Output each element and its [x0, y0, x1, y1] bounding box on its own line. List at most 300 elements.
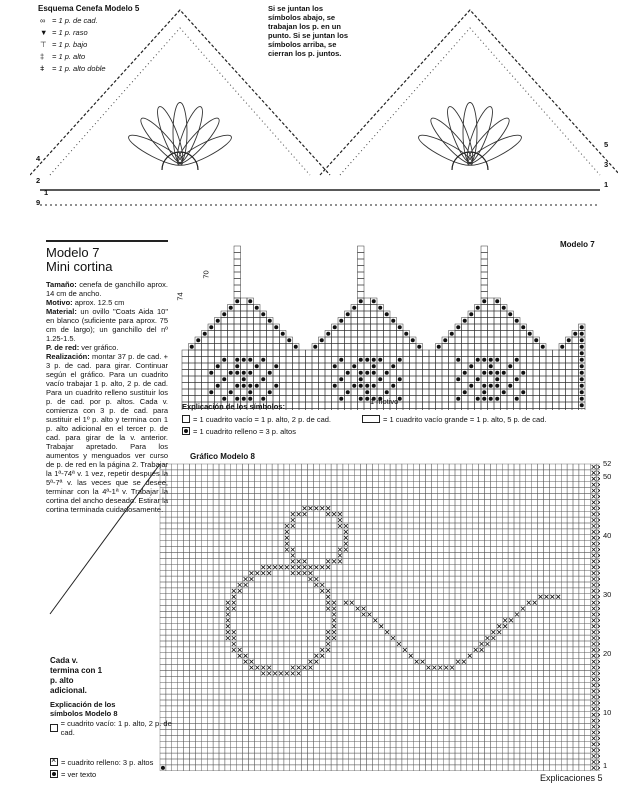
grid-cell: [461, 511, 467, 517]
grid-cell: [514, 676, 520, 682]
grid-cell: [555, 535, 561, 541]
grid-cell: [361, 617, 367, 623]
grid-cell: [337, 612, 343, 618]
grid-cell: [272, 541, 278, 547]
grid-cell: [579, 564, 585, 570]
grid-cell: [219, 641, 225, 647]
grid-cell: [254, 564, 260, 570]
grid-cell: [555, 653, 561, 659]
grid-cell: [573, 647, 579, 653]
grid-cell: [549, 659, 555, 665]
grid-cell: [364, 363, 371, 370]
grid-cell: [231, 570, 237, 576]
grid-cell: [201, 564, 207, 570]
grid-cell: [237, 529, 243, 535]
grid-cell: [190, 547, 196, 553]
grid-cell: [225, 499, 231, 505]
instruction-paragraph: Motivo: aprox. 12.5 cm: [46, 298, 125, 307]
grid-cell: [319, 682, 325, 688]
grid-cell: [178, 671, 184, 677]
grid-cell: [367, 535, 373, 541]
grid-cell: [331, 517, 337, 523]
grid-cell: [349, 541, 355, 547]
grid-cell: [351, 311, 358, 318]
grid-cell: [184, 505, 190, 511]
grid-cell: [190, 576, 196, 582]
grid-cell: [308, 653, 314, 659]
grid-cell: [555, 576, 561, 582]
filled-square-icon: [456, 377, 460, 381]
grid-cell: [403, 409, 410, 411]
grid-cell: [190, 553, 196, 559]
grid-cell: [549, 499, 555, 505]
grid-cell: [267, 383, 274, 390]
grid-cell: [573, 547, 579, 553]
grid-cell: [546, 383, 553, 390]
grid-cell: [166, 535, 172, 541]
grid-cell: [546, 357, 553, 364]
grid-cell: [372, 594, 378, 600]
grid-cell: [443, 488, 449, 494]
grid-cell: [467, 617, 473, 623]
grid-cell: [455, 344, 462, 351]
grid-cell: [479, 629, 485, 635]
grid-cell: [219, 635, 225, 641]
grid-cell: [254, 488, 260, 494]
grid-cell: [502, 476, 508, 482]
grid-cell: [508, 564, 514, 570]
grid-cell: [213, 665, 219, 671]
grid-cell: [561, 529, 567, 535]
grid-cell: [219, 558, 225, 564]
grid-cell: [508, 665, 514, 671]
grid-cell: [225, 523, 231, 529]
grid-cell: [431, 541, 437, 547]
grid-cell: [431, 517, 437, 523]
grid-cell: [237, 594, 243, 600]
grid-cell: [408, 671, 414, 677]
grid-cell: [308, 482, 314, 488]
grid-cell: [302, 476, 308, 482]
grid-cell: [237, 470, 243, 476]
grid-cell: [555, 547, 561, 553]
grid-cell: [514, 629, 520, 635]
grid-cell: [520, 564, 526, 570]
grid-cell: [479, 570, 485, 576]
grid-cell: [343, 464, 349, 470]
grid-cell: [403, 363, 410, 370]
grid-cell: [349, 676, 355, 682]
grid-cell: [396, 488, 402, 494]
grid-cell: [306, 402, 313, 409]
grid-cell: [325, 694, 331, 700]
grid-cell: [361, 665, 367, 671]
grid-cell: [532, 635, 538, 641]
grid-cell: [426, 529, 432, 535]
grid-cell: [225, 558, 231, 564]
grid-cell: [437, 588, 443, 594]
grid-cell: [532, 564, 538, 570]
grid-cell: [290, 541, 296, 547]
grid-cell: [532, 612, 538, 618]
grid-cell: [544, 511, 550, 517]
grid-cell: [396, 517, 402, 523]
grid-cell: [420, 676, 426, 682]
grid-cell: [579, 617, 585, 623]
grid-cell: [527, 383, 534, 390]
grid-cell: [378, 553, 384, 559]
grid-cell: [544, 700, 550, 706]
row-number: 74: [175, 292, 185, 301]
grid-cell: [201, 606, 207, 612]
grid-cell: [538, 588, 544, 594]
grid-cell: [479, 576, 485, 582]
grid-cell: [485, 653, 491, 659]
grid-cell: [364, 324, 371, 331]
filled-square-icon: [521, 371, 525, 375]
grid-cell: [343, 488, 349, 494]
grid-cell: [237, 700, 243, 706]
grid-cell: [355, 570, 361, 576]
grid-cell: [260, 682, 266, 688]
grid-cell: [266, 482, 272, 488]
grid-cell: [473, 499, 479, 505]
grid-cell: [249, 635, 255, 641]
grid-cell: [278, 511, 284, 517]
grid-cell: [573, 535, 579, 541]
grid-cell: [502, 464, 508, 470]
petal-shape: [416, 130, 476, 170]
grid-cell: [402, 529, 408, 535]
grid-cell: [502, 523, 508, 529]
grid-cell: [442, 357, 449, 364]
grid-cell: [367, 647, 373, 653]
filled-square-icon: [209, 371, 213, 375]
grid-cell: [266, 623, 272, 629]
grid-cell: [296, 529, 302, 535]
grid-cell: [272, 665, 278, 671]
grid-cell: [449, 647, 455, 653]
grid-cell: [544, 612, 550, 618]
grid-cell: [361, 647, 367, 653]
filled-square-icon: [495, 384, 499, 388]
grid-cell: [272, 505, 278, 511]
grid-cell: [437, 553, 443, 559]
grid-cell: [225, 665, 231, 671]
grid-cell: [272, 635, 278, 641]
grid-cell: [237, 688, 243, 694]
grid-cell: [508, 488, 514, 494]
grid-cell: [533, 389, 540, 396]
grid-cell: [437, 676, 443, 682]
grid-cell: [414, 700, 420, 706]
grid-cell: [234, 279, 241, 286]
grid-cell: [184, 659, 190, 665]
grid-cell: [234, 272, 241, 279]
grid-cell: [378, 688, 384, 694]
grid-cell: [237, 535, 243, 541]
grid-cell: [237, 570, 243, 576]
grid-cell: [201, 676, 207, 682]
grid-cell: [426, 494, 432, 500]
grid-cell: [526, 629, 532, 635]
grid-cell: [390, 523, 396, 529]
grid-cell: [485, 541, 491, 547]
grid-cell: [532, 623, 538, 629]
grid-cell: [243, 505, 249, 511]
grid-cell: [213, 558, 219, 564]
grid-cell: [538, 464, 544, 470]
grid-cell: [254, 617, 260, 623]
grid-cell: [358, 292, 365, 299]
grid-cell: [219, 553, 225, 559]
grid-cell: [544, 641, 550, 647]
grid-cell: [479, 600, 485, 606]
grid-cell: [278, 553, 284, 559]
grid-cell: [490, 600, 496, 606]
grid-cell: [313, 511, 319, 517]
grid-cell: [207, 600, 213, 606]
grid-cell: [367, 635, 373, 641]
grid-cell: [249, 476, 255, 482]
grid-cell: [201, 505, 207, 511]
grid-cell: [561, 665, 567, 671]
grid-cell: [231, 529, 237, 535]
grid-cell: [437, 517, 443, 523]
grid-cell: [378, 488, 384, 494]
grid-cell: [436, 350, 443, 357]
grid-cell: [414, 476, 420, 482]
grid-cell: [559, 370, 566, 377]
grid-cell: [514, 671, 520, 677]
grid-cell: [231, 494, 237, 500]
grid-cell: [567, 635, 573, 641]
grid-cell: [479, 671, 485, 677]
grid-cell: [473, 541, 479, 547]
grid-cell: [308, 647, 314, 653]
grid-cell: [485, 558, 491, 564]
grid-cell: [378, 606, 384, 612]
grid-cell: [520, 344, 527, 351]
grid-cell: [231, 653, 237, 659]
grid-cell: [337, 600, 343, 606]
grid-cell: [390, 464, 396, 470]
grid-cell: [349, 494, 355, 500]
grid-cell: [514, 641, 520, 647]
grid-cell: [243, 482, 249, 488]
grid-cell: [302, 694, 308, 700]
grid-cell: [566, 396, 573, 403]
grid-cell: [343, 499, 349, 505]
grid-cell: [538, 511, 544, 517]
grid-cell: [182, 363, 189, 370]
filled-square-icon: [372, 371, 376, 375]
grid-cell: [290, 499, 296, 505]
grid-cell: [237, 676, 243, 682]
grid-cell: [485, 700, 491, 706]
grid-cell: [308, 623, 314, 629]
grid-cell: [234, 285, 241, 292]
grid-cell: [572, 370, 579, 377]
grid-cell: [160, 600, 166, 606]
grid-cell: [408, 676, 414, 682]
grid-cell: [467, 517, 473, 523]
grid-cell: [178, 600, 184, 606]
grid-cell: [160, 535, 166, 541]
grid-cell: [249, 653, 255, 659]
grid-cell: [172, 671, 178, 677]
grid-cell: [485, 494, 491, 500]
grid-cell: [260, 499, 266, 505]
grid-cell: [514, 541, 520, 547]
grid-cell: [426, 635, 432, 641]
grid-cell: [377, 370, 384, 377]
grid-cell: [254, 318, 261, 325]
grid-cell: [585, 676, 591, 682]
grid-cell: [231, 517, 237, 523]
grid-cell: [284, 653, 290, 659]
grid-cell: [221, 383, 228, 390]
grid-cell: [479, 470, 485, 476]
grid-cell: [555, 694, 561, 700]
grid-cell: [247, 376, 254, 383]
grid-cell: [266, 582, 272, 588]
grid-cell: [585, 688, 591, 694]
grid-cell: [502, 558, 508, 564]
grid-cell: [553, 370, 560, 377]
filled-square-icon: [495, 299, 499, 303]
grid-cell: [184, 470, 190, 476]
grid-cell: [461, 641, 467, 647]
grid-cell: [249, 588, 255, 594]
grid-cell: [555, 529, 561, 535]
grid-cell: [377, 383, 384, 390]
grid-cell: [420, 635, 426, 641]
grid-cell: [319, 629, 325, 635]
grid-cell: [219, 529, 225, 535]
grid-cell: [449, 564, 455, 570]
grid-cell: [384, 600, 390, 606]
grid-cell: [213, 612, 219, 618]
grid-cell: [402, 682, 408, 688]
grid-cell: [272, 529, 278, 535]
grid-cell: [296, 594, 302, 600]
grid-cell: [337, 629, 343, 635]
grid-cell: [278, 676, 284, 682]
grid-cell: [549, 676, 555, 682]
grid-cell: [284, 635, 290, 641]
grid-cell: [414, 688, 420, 694]
grid-cell: [490, 612, 496, 618]
grid-cell: [473, 470, 479, 476]
grid-cell: [443, 511, 449, 517]
grid-cell: [166, 635, 172, 641]
grid-cell: [361, 582, 367, 588]
grid-cell: [414, 576, 420, 582]
grid-cell: [526, 511, 532, 517]
grid-cell: [533, 357, 540, 364]
grid-cell: [260, 688, 266, 694]
grid-cell: [514, 505, 520, 511]
grid-cell: [479, 606, 485, 612]
grid-cell: [337, 623, 343, 629]
grid-cell: [267, 350, 274, 357]
grid-cell: [384, 612, 390, 618]
grid-cell: [449, 659, 455, 665]
grid-cell: [573, 523, 579, 529]
grid-cell: [501, 363, 508, 370]
grid-cell: [266, 476, 272, 482]
grid-cell: [273, 389, 280, 396]
grid-cell: [337, 564, 343, 570]
grid-cell: [467, 570, 473, 576]
grid-cell: [260, 606, 266, 612]
grid-cell: [364, 376, 371, 383]
grid-cell: [278, 688, 284, 694]
grid-cell: [219, 523, 225, 529]
grid-cell: [172, 676, 178, 682]
grid-cell: [567, 488, 573, 494]
grid-cell: [296, 682, 302, 688]
grid-cell: [332, 337, 339, 344]
grid-cell: [266, 517, 272, 523]
grid-cell: [473, 523, 479, 529]
grid-cell: [378, 600, 384, 606]
grid-cell: [272, 570, 278, 576]
grid-cell: [358, 246, 365, 253]
grid-cell: [431, 688, 437, 694]
grid-cell: [396, 523, 402, 529]
grid-cell: [266, 653, 272, 659]
grid-cell: [284, 612, 290, 618]
grid-cell: [207, 671, 213, 677]
grid-cell: [331, 523, 337, 529]
grid-cell: [473, 600, 479, 606]
grid-cell: [219, 476, 225, 482]
grid-cell: [443, 700, 449, 706]
grid-cell: [546, 350, 553, 357]
grid-cell: [479, 505, 485, 511]
grid-cell: [190, 671, 196, 677]
grid-cell: [343, 588, 349, 594]
grid-cell: [431, 529, 437, 535]
grid-cell: [384, 363, 391, 370]
filled-square-icon: [476, 306, 480, 310]
grid-cell: [501, 337, 508, 344]
grid-cell: [325, 499, 331, 505]
grid-cell: [467, 665, 473, 671]
grid-cell: [436, 370, 443, 377]
grid-cell: [313, 665, 319, 671]
grid-cell: [290, 688, 296, 694]
grid-cell: [443, 588, 449, 594]
grid-cell: [555, 582, 561, 588]
grid-cell: [241, 337, 248, 344]
grid-cell: [485, 606, 491, 612]
grid-cell: [225, 476, 231, 482]
grid-cell: [449, 505, 455, 511]
grid-cell: [313, 623, 319, 629]
grid-cell: [319, 665, 325, 671]
grid-cell: [549, 541, 555, 547]
grid-cell: [455, 402, 462, 409]
grid-cell: [377, 350, 384, 357]
grid-cell: [567, 570, 573, 576]
grid-cell: [508, 541, 514, 547]
filled-square-icon: [365, 384, 369, 388]
grid-cell: [231, 682, 237, 688]
grid-cell: [331, 641, 337, 647]
